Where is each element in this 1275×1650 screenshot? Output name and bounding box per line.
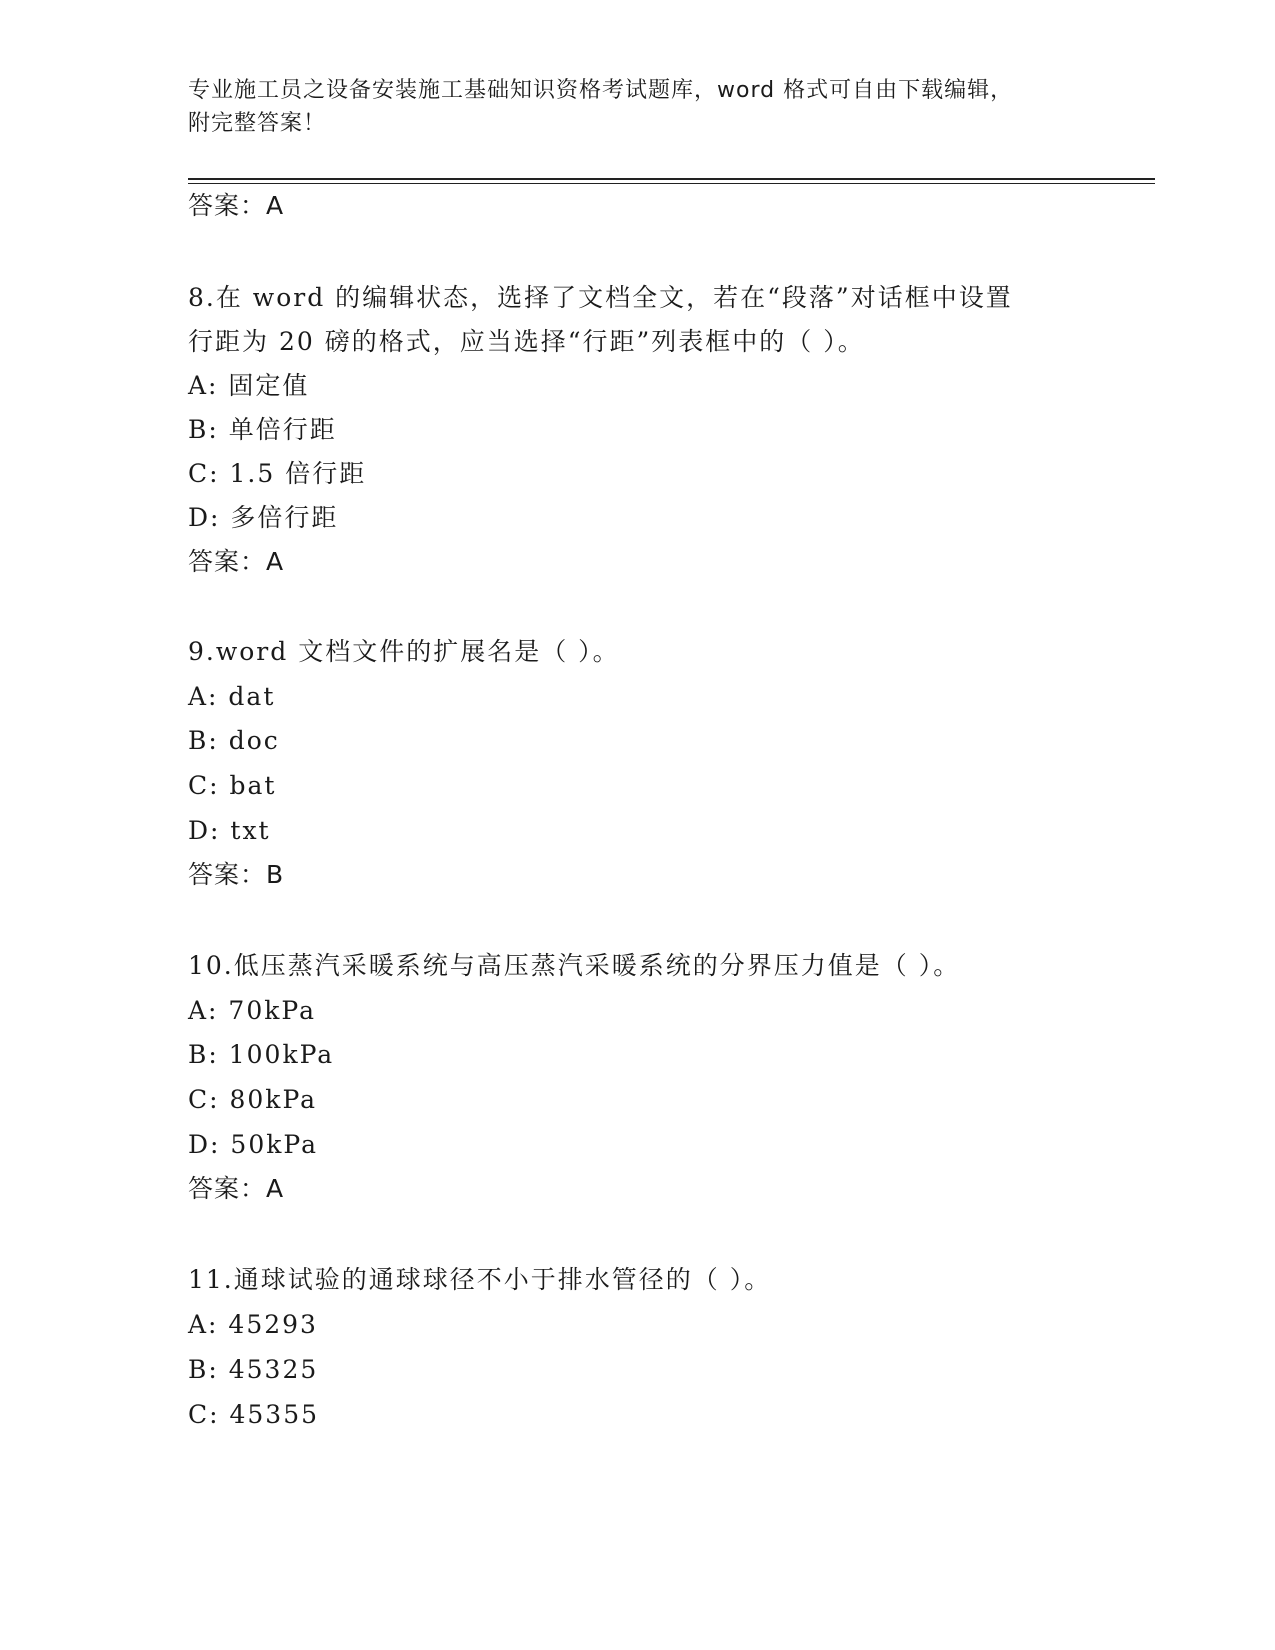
question-8-stem-line-1: 8.在 word 的编辑状态，选择了文档全文，若在“段落”对话框中设置 (188, 283, 1013, 312)
header-rule-thin (188, 183, 1155, 184)
question-8-option-c: C: 1.5 倍行距 (188, 459, 367, 488)
question-9-option-c: C: bat (188, 771, 277, 800)
question-9-option-b: B: doc (188, 726, 280, 755)
question-11-option-a: A: 45293 (188, 1310, 318, 1339)
question-9-stem-line-1: 9.word 文档文件的扩展名是（ ）。 (188, 637, 620, 666)
question-11-option-c: C: 45355 (188, 1400, 320, 1429)
header-rule-thick (188, 178, 1155, 180)
question-11-stem-line-1: 11.通球试验的通球球径不小于排水管径的（ ）。 (188, 1265, 772, 1294)
question-10-option-c: C: 80kPa (188, 1085, 318, 1114)
question-8-answer: 答案：A (188, 547, 285, 576)
question-10-option-a: A: 70kPa (188, 996, 316, 1025)
question-8-option-b: B: 单倍行距 (188, 415, 337, 444)
question-9-answer: 答案：B (188, 860, 285, 889)
question-10-option-b: B: 100kPa (188, 1040, 335, 1069)
header-line-2: 附完整答案！ (188, 111, 327, 136)
question-10-answer: 答案：A (188, 1174, 285, 1203)
previous-answer: 答案：A (188, 191, 285, 220)
question-9-option-d: D: txt (188, 816, 271, 845)
document-header (188, 74, 1088, 140)
question-8-option-d: D: 多倍行距 (188, 503, 339, 532)
question-10-stem-line-1: 10.低压蒸汽采暖系统与高压蒸汽采暖系统的分界压力值是（ ）。 (188, 951, 961, 980)
question-9-option-a: A: dat (188, 682, 276, 711)
question-8-stem-line-2: 行距为 20 磅的格式，应当选择“行距”列表框中的（ ）。 (188, 327, 865, 356)
header-line-1: 专业施工员之设备安装施工基础知识资格考试题库，word 格式可自由下载编辑， (188, 78, 1014, 103)
question-8-option-a: A: 固定值 (188, 371, 310, 400)
question-10-option-d: D: 50kPa (188, 1130, 318, 1159)
question-11-option-b: B: 45325 (188, 1355, 319, 1384)
